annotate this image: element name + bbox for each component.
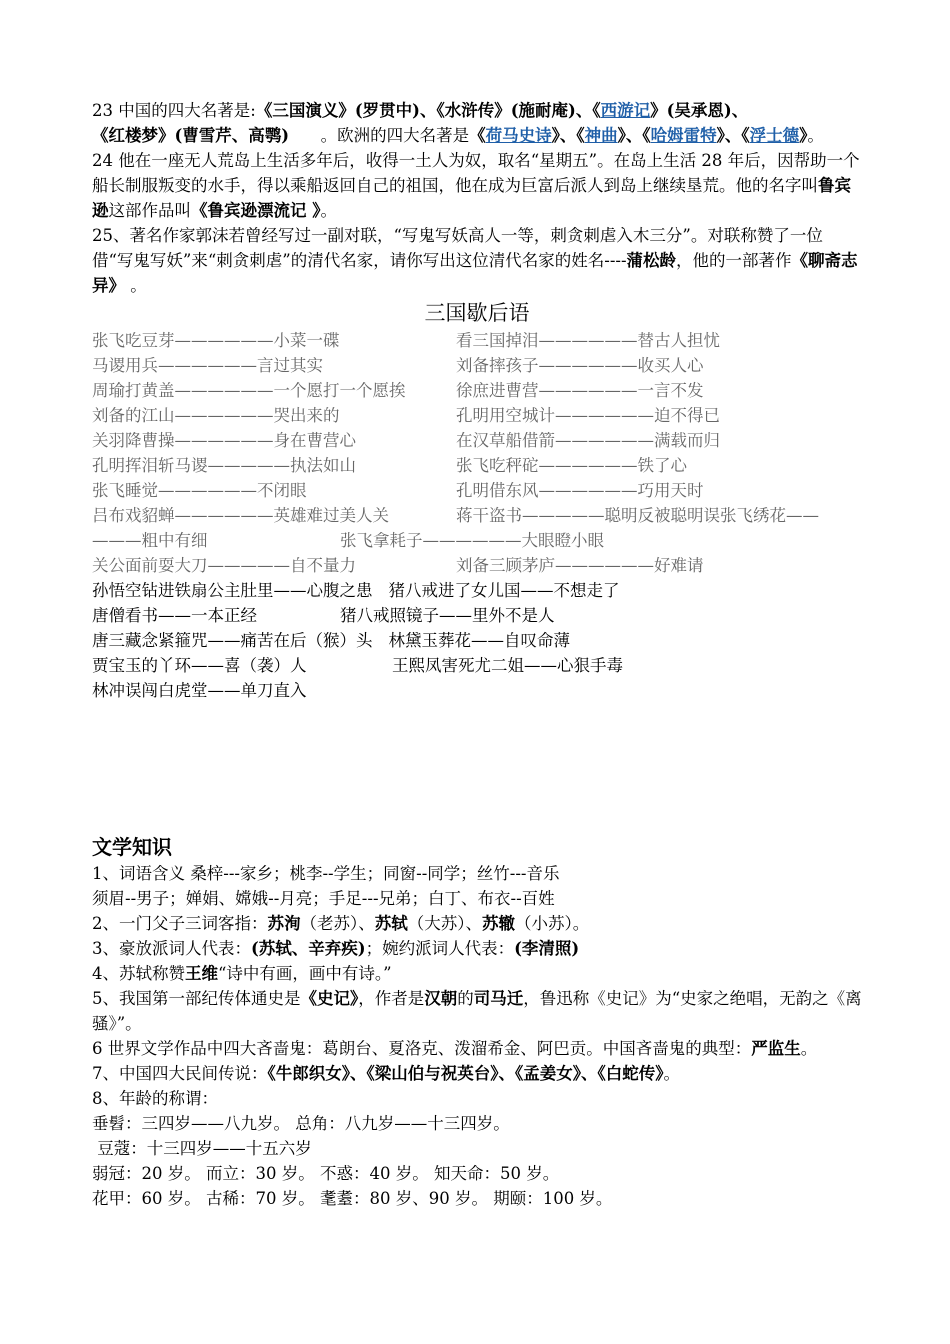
lit-line: 8、年龄的称谓： — [92, 1089, 218, 1108]
xiehouyu: 张飞睡觉——————不闭眼 — [92, 481, 307, 500]
t: 《史记》 — [300, 989, 359, 1008]
q25-paragraph — [92, 223, 862, 298]
t: 严监生 — [751, 1039, 801, 1058]
xiehouyu: 唐僧看书——一本正经 — [92, 606, 257, 625]
sanguo-row — [92, 528, 862, 553]
t: 3、豪放派词人代表： — [92, 939, 251, 958]
sanguo-row — [92, 353, 862, 378]
lit-line: 豆蔻：十三四岁——十五六岁 — [92, 1139, 312, 1158]
q25-work: 《聊斋志异》 — [92, 251, 858, 295]
xiehouyu: 猪八戒照镜子——里外不是人 — [340, 606, 555, 625]
link-xiyouji[interactable]: 西游记 — [600, 101, 651, 120]
sanguo-row — [92, 453, 862, 478]
t: ，鲁迅称《史记》为“史家之绝唱，无韵之《离骚》”。 — [92, 989, 862, 1033]
xiehouyu: 看三国掉泪——————替古人担忧 — [456, 331, 720, 350]
t: （大苏）、 — [407, 914, 482, 933]
bracket: 《 — [469, 126, 486, 145]
other-row — [92, 603, 862, 628]
other-xiehouyu — [92, 578, 862, 703]
t: “诗中有画，画中有诗。” — [218, 964, 392, 983]
t: 。 — [800, 1039, 818, 1058]
t: 5、我国第一部纪传体通史是 — [92, 989, 301, 1008]
xiehouyu: 马谡用兵——————言过其实 — [92, 356, 323, 375]
t: 的 — [457, 989, 474, 1008]
xiehouyu: 张飞吃秤砣——————铁了心 — [456, 456, 687, 475]
link-homer[interactable]: 荷马史诗 — [485, 126, 552, 145]
lit-line: 花甲：60 岁。 古稀：70 岁。 耄耋：80 岁、90 岁。 期颐：100 岁。 — [92, 1189, 613, 1208]
t: 司马迁 — [473, 989, 524, 1008]
xiehouyu: 贾宝玉的丫环——喜（袭）人 — [92, 656, 307, 675]
bracket: 》 — [799, 126, 808, 145]
lit-line — [92, 986, 862, 1036]
q25-name: 蒲松龄 — [626, 251, 677, 270]
bracket: 《 — [592, 101, 601, 120]
sep: 、 — [731, 101, 749, 120]
book-xiyou-author: 》(吴承恩) — [650, 101, 732, 120]
bracket: 》、《 — [716, 126, 750, 145]
spacer — [92, 703, 862, 833]
q23-europe-intro: 。欧洲的四大名著是 — [289, 126, 470, 145]
xiehouyu: 关公面前耍大刀—————自不量力 — [92, 556, 356, 575]
other-row — [92, 678, 862, 703]
xiehouyu: 在汉草船借箭——————满载而归 — [456, 431, 720, 450]
t: 7、中国四大民间传说： — [92, 1064, 268, 1083]
xiehouyu: 王熙凤害死尤二姐——心狠手毒 — [392, 656, 623, 675]
xiehouyu: 蒋干盗书—————聪明反被聪明误张飞绣花—— — [456, 506, 819, 525]
lit-title: 文学知识 — [92, 835, 172, 859]
period: 。 — [320, 201, 337, 220]
xiehouyu: 林冲误闯白虎堂——单刀直入 — [92, 681, 307, 700]
sanguo-row — [92, 403, 862, 428]
xiehouyu: 孙悟空钻进铁扇公主肚里——心腹之患 — [92, 581, 373, 600]
sanguo-list — [92, 328, 862, 578]
q25-mid: ，他的一部著作 — [676, 251, 792, 270]
t: (苏轼、辛弃疾) — [251, 939, 366, 958]
t: 王维 — [185, 964, 218, 983]
xiehouyu: 刘备摔孩子——————收买人心 — [456, 356, 704, 375]
lit-line: 1、词语含义 桑梓---家乡；桃李--学生；同窗--同学；丝竹---音乐 — [92, 864, 560, 883]
t: 汉朝 — [424, 989, 458, 1008]
t: 苏辙 — [482, 914, 515, 933]
link-divine-comedy[interactable]: 神曲 — [584, 126, 618, 145]
bracket: 》、《 — [617, 126, 651, 145]
sanguo-row — [92, 328, 862, 353]
lit-line: 须眉--男子；婵娟、嫦娥--月亮；手足---兄弟；白丁、布衣--百姓 — [92, 889, 555, 908]
book-honglou: 《红楼梦》(曹雪芹、高鹗) — [92, 126, 290, 145]
t: 《牛郎织女》、《梁山伯与祝英台》、《孟姜女》、《白蛇传》 — [267, 1064, 664, 1083]
xiehouyu: ———粗中有细 — [92, 531, 208, 550]
sanguo-row — [92, 503, 862, 528]
lit-line: 垂髫：三四岁——八九岁。 总角：八九岁——十三四岁。 — [92, 1114, 510, 1133]
period: 。 — [125, 276, 147, 295]
t: 苏轼 — [374, 914, 408, 933]
xiehouyu: 刘备三顾茅庐——————好难请 — [456, 556, 704, 575]
other-row — [92, 578, 862, 603]
xiehouyu: 徐庶进曹营——————一言不发 — [456, 381, 704, 400]
t: 4、苏轼称赞 — [92, 964, 185, 983]
lit-line: 弱冠：20 岁。 而立：30 岁。 不惑：40 岁。 知天命：50 岁。 — [92, 1164, 560, 1183]
sanguo-row — [92, 378, 862, 403]
t: (李清照) — [514, 939, 580, 958]
q24-paragraph — [92, 148, 862, 223]
lit-line — [92, 936, 862, 961]
q24-text: 24 他在一座无人荒岛上生活多年后，收得一土人为奴，取名“星期五”。在岛上生活 28 年后，因帮助一个船长制服叛变的水手，得以乘船返回自己的祖国，他在成为巨富后派人到岛上继续垦荒。他的名字叫 — [92, 151, 860, 195]
xiehouyu: 孔明借东风——————巧用天时 — [456, 481, 704, 500]
lit-line — [92, 1036, 862, 1061]
document-page — [92, 98, 862, 1211]
q23-paragraph — [92, 98, 862, 148]
t: 2、一门父子三词客指： — [92, 914, 268, 933]
sanguo-row — [92, 553, 862, 578]
xiehouyu: 张飞吃豆芽——————小菜一碟 — [92, 331, 340, 350]
other-row — [92, 653, 862, 678]
q23-intro: 23 中国的四大名著是: — [92, 101, 256, 120]
q24-mid: 这部作品叫 — [108, 201, 191, 220]
t: 6 世界文学作品中四大吝啬鬼：葛朗台、夏洛克、泼溜希金、阿巴贡。中国吝啬鬼的典型： — [92, 1039, 752, 1058]
t: ，作者是 — [358, 989, 425, 1008]
lit-line — [92, 1061, 862, 1086]
xiehouyu: 唐三藏念紧箍咒——痛苦在后（猴）头 — [92, 631, 373, 650]
sanguo-row — [92, 478, 862, 503]
xiehouyu: 刘备的江山——————哭出来的 — [92, 406, 340, 425]
bracket: 》、《 — [551, 126, 585, 145]
q24-name: 鲁宾逊 — [92, 176, 851, 220]
sanguo-row — [92, 428, 862, 453]
sep: 、 — [419, 101, 437, 120]
t: 。 — [663, 1064, 680, 1083]
sep: 、 — [575, 101, 593, 120]
q25-text: 25、著名作家郭沫若曾经写过一副对联，“写鬼写妖高人一等，刺贪刺虐入木三分”。对联称赞了一位借“写鬼写妖”来“刺贪刺虐”的清代名家，请你写出这位清代名家的姓名---- — [92, 226, 823, 270]
t: 苏洵 — [267, 914, 301, 933]
xiehouyu: 猪八戒进了女儿国——不想走了 — [388, 581, 620, 600]
xiehouyu: 周瑜打黄盖——————一个愿打一个愿挨 — [92, 381, 406, 400]
xiehouyu: 孔明用空城计——————迫不得已 — [456, 406, 720, 425]
sanguo-title: 三国歇后语 — [424, 301, 530, 325]
link-faust[interactable]: 浮士德 — [749, 126, 800, 145]
book-sanguo: 《三国演义》(罗贯中) — [255, 101, 420, 120]
xiehouyu: 张飞拿耗子——————大眼瞪小眼 — [340, 531, 604, 550]
t: （老苏）、 — [300, 914, 375, 933]
xiehouyu: 吕布戏貂蝉——————英雄难过美人关 — [92, 506, 389, 525]
xiehouyu: 孔明挥泪斩马谡—————执法如山 — [92, 456, 356, 475]
t: （小苏）。 — [515, 914, 590, 933]
t: ；婉约派词人代表： — [365, 939, 515, 958]
other-row — [92, 628, 862, 653]
lit-line — [92, 961, 862, 986]
xiehouyu: 关羽降曹操——————身在曹营心 — [92, 431, 356, 450]
lit-line — [92, 911, 862, 936]
xiehouyu: 林黛玉葬花——自叹命薄 — [388, 631, 570, 650]
period: 。 — [807, 126, 824, 145]
book-shuihu: 《水浒传》(施耐庵) — [436, 101, 576, 120]
link-hamlet[interactable]: 哈姆雷特 — [650, 126, 717, 145]
q24-work: 《鲁宾逊漂流记 》 — [191, 201, 321, 220]
